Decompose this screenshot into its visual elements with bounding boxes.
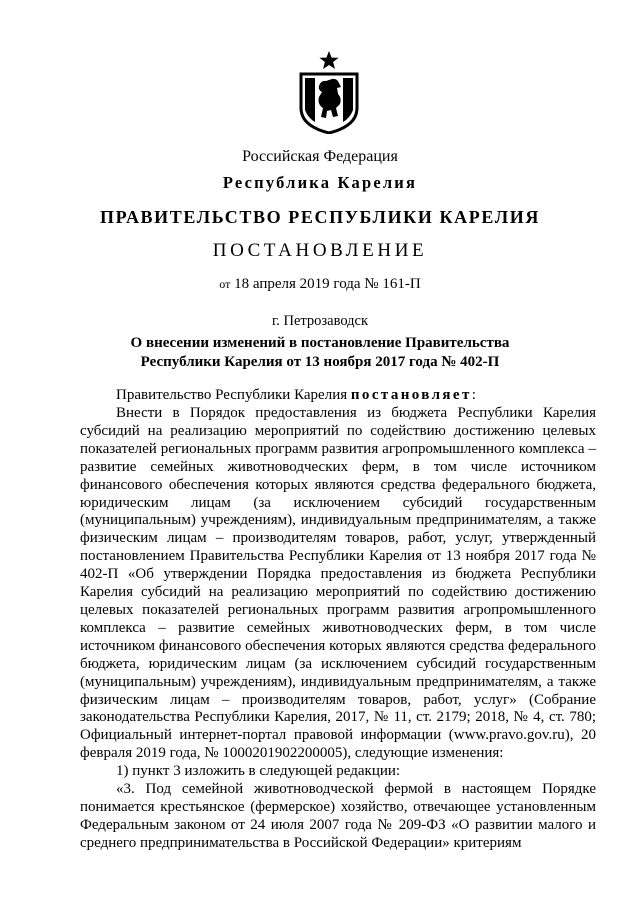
resolution-lead — [116, 387, 476, 404]
document-date-line — [0, 276, 640, 293]
paragraph-amendments: Внести в Порядок предоставления из бюджета Республики Карелия субсидий на реализацию мероприятий по содействию достижению целевых показателей региональных программ развития агропромышленного комплекса – развитие семейных животноводческих ферм, в том числе источником финансового обеспечения которых являются средства федерального бюджета, юридическим лицам (за исключением субсидий государственным (муниципальным) учреждениям), индивидуальным предпринимателям, а также физическим лицам – производителям товаров, работ, услуг, утвержденный постановлением Правительства Республики Карелия от 13 ноября 2017 года № 402-П «Об утверждении Порядка предоставления из бюджета Республики Карелия субсидий на реализацию мероприятий по содействию достижению целевых показателей региональных программ развития агропромышленного комплекса – развитие семейных животноводческих ферм, в том числе источником финансового обеспечения которых являются средства федерального бюджета, юридическим лицам (за исключением субсидий государственным (муниципальным) учреждениям), индивидуальным предпринимателям, а также физическим лицам – производителям товаров, работ, услуг» (Собрание законодательства Республики Карелия, 2017, № 11, ст. 2179; 2018, № 4, ст. 780; Официальный интернет-портал правовой информации (www.pravo.gov.ru), 20 февраля 2019 года, № 1000201902200005), следующие изменения: — [80, 405, 596, 762]
document-city: г. Петрозаводск — [271, 313, 369, 329]
republic-name: Республика Карелия — [222, 173, 418, 192]
date-prefix: от — [219, 277, 231, 291]
government-name: ПРАВИТЕЛЬСТВО РЕСПУБЛИКИ КАРЕЛИЯ — [100, 207, 540, 227]
karelia-coat-of-arms-icon — [298, 50, 360, 134]
document-type: ПОСТАНОВЛЕНИЕ — [212, 240, 428, 261]
date-number: 18 апреля 2019 года № 161-П — [230, 276, 421, 292]
document-body — [80, 405, 596, 853]
subject-title-line-1: О внесении изменений в постановление Правительства — [130, 335, 510, 351]
country-name: Российская Федерация — [242, 148, 398, 165]
paragraph-item-1: 1) пункт 3 изложить в следующей редакции: — [116, 763, 401, 780]
lead-keyword: постановляет — [350, 387, 472, 403]
lead-prefix: Правительство Республики Карелия — [116, 387, 351, 403]
paragraph-item-3-text: «3. Под семейной животноводческой фермой в настоящем Порядке понимается крестьянское (фермерское) хозяйство, отвечающее установленным Федеральным законом от 24 июля 2007 года № 209-ФЗ «О развитии малого и среднего предпринимательства в Российской Федерации» критериям — [80, 781, 596, 851]
lead-suffix: : — [471, 387, 476, 403]
subject-title-line-2: Республики Карелия от 13 ноября 2017 года № 402-П — [140, 354, 500, 370]
emblem-star — [319, 51, 338, 69]
